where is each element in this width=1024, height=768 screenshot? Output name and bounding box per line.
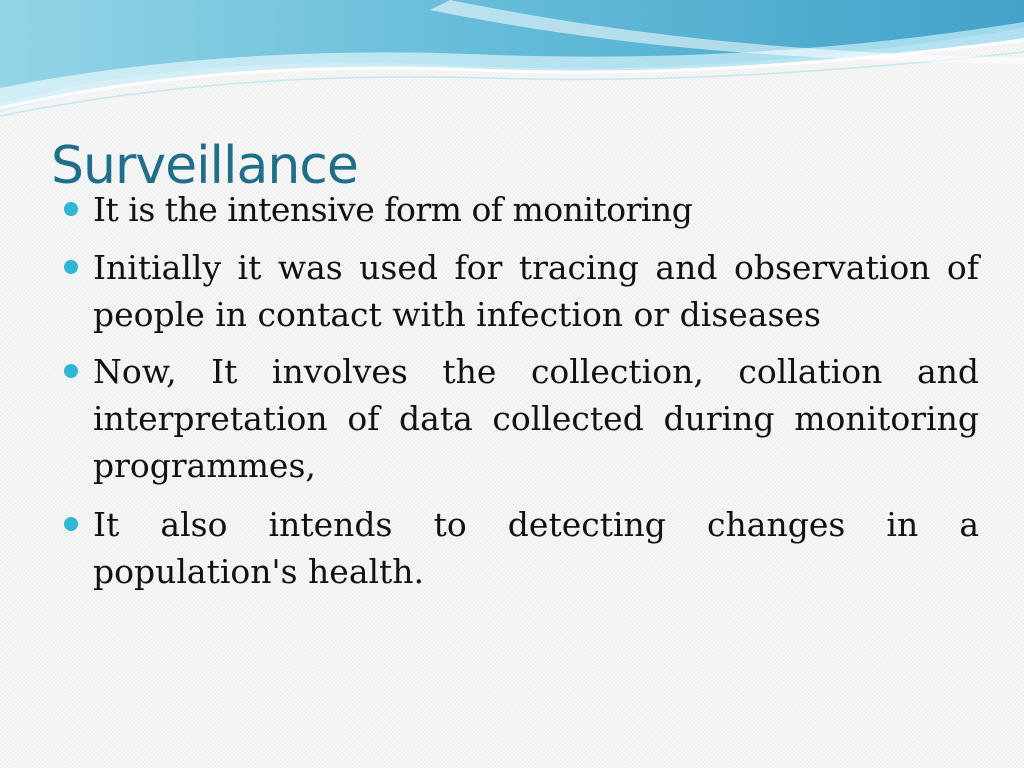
bullet-dot — [64, 364, 78, 378]
top-wave-decoration — [0, 0, 1024, 130]
bullet-text: It is the intensive form of monitoring — [93, 190, 693, 229]
bullet-text: Initially it was used for tracing and observation of people in contact with infection or diseases — [93, 248, 979, 334]
bullet-text: It also intends to detecting changes in a population's health. — [93, 505, 979, 591]
bullet-dot — [64, 517, 78, 531]
bullet-dot — [64, 202, 78, 216]
bullet-dot — [64, 260, 78, 274]
slide-title: Surveillance — [51, 136, 358, 196]
bullet-text: Now, It involves the collection, collation and interpretation of data collected during monitoring programmes, — [93, 352, 979, 485]
